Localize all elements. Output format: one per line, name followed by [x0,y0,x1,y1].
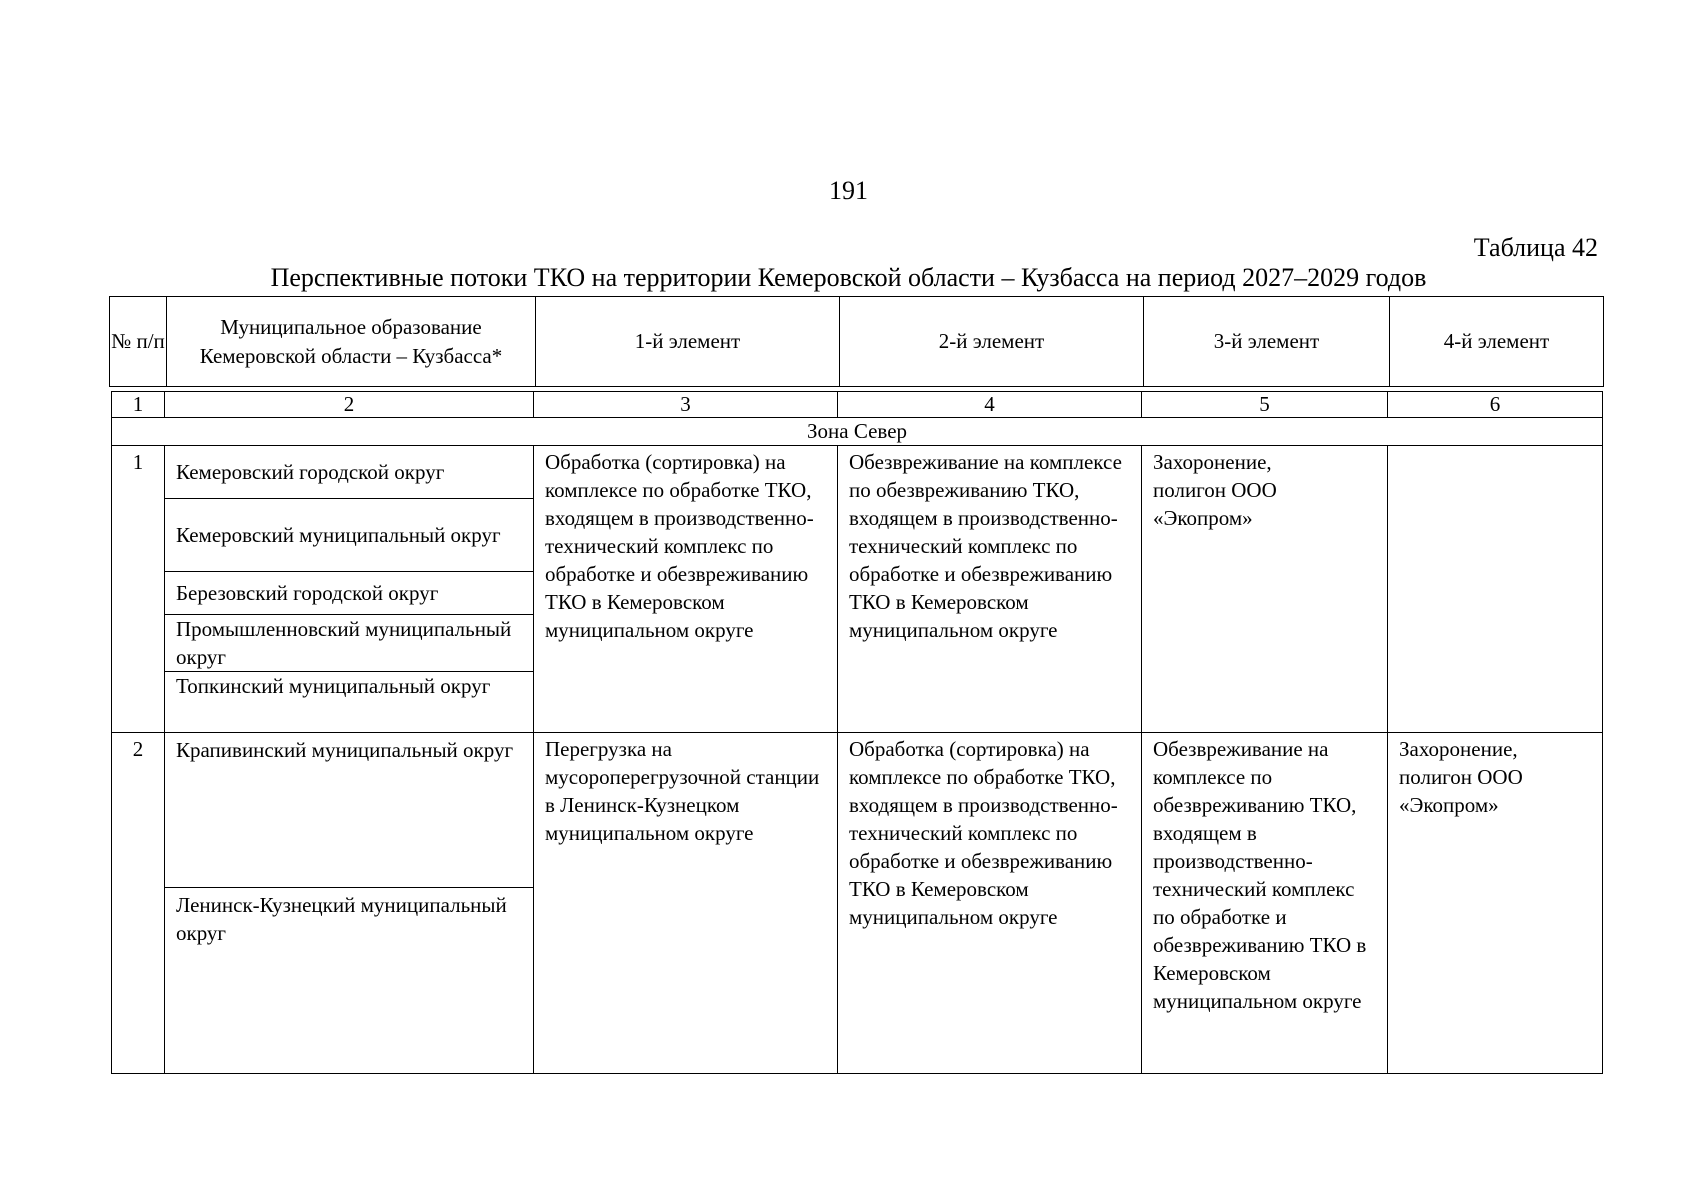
data-table [111,391,1603,1074]
header-element-2: 2-й элемент [840,297,1144,387]
zone-row [112,418,1603,446]
zone-label: Зона Север [112,418,1603,446]
municipality-cell [165,446,534,733]
element-1-cell: Обработка (сортировка) на комплексе по обработке ТКО, входящем в производственно-технический комплекс по обработке и обезвреживанию ТКО в Кемеровском муниципальном округе [534,446,838,733]
page-number: 191 [829,176,868,205]
table-row [112,446,1603,733]
municipality-name: Березовский городской округ [165,572,533,615]
municipality-name: Кемеровский городской округ [165,446,533,499]
element-4-cell [1388,446,1603,733]
table-label: Таблица 42 [1473,233,1598,262]
header-element-4: 4-й элемент [1390,297,1604,387]
header-element-1: 1-й элемент [536,297,840,387]
municipality-name: Ленинск-Кузнецкий муниципальный округ [176,892,507,945]
column-number: 2 [165,392,534,418]
element-1-cell: Перегрузка на мусороперегрузочной станции в Ленинск-Кузнецком муниципальном округе [534,732,838,1073]
table-title: Перспективные потоки ТКО на территории Кемеровской области – Кузбасса на период 2027–2029 годов [270,263,1427,292]
column-number: 6 [1388,392,1603,418]
element-3-cell: Обезвреживание на комплексе по обезвреживанию ТКО, входящем в производственно-технический комплекс по обработке и обезвреживанию ТКО в Кемеровском муниципальном округе [1142,732,1388,1073]
header-number: № п/п [110,297,167,387]
column-number: 3 [534,392,838,418]
row-number: 2 [112,732,165,1073]
municipality-cell [165,732,534,1073]
table-header [109,296,1604,387]
element-2-cell: Обработка (сортировка) на комплексе по обработке ТКО, входящем в производственно-технический комплекс по обработке и обезвреживанию ТКО в Кемеровском муниципальном округе [838,732,1142,1073]
municipality-name: Крапивинский муниципальный округ [165,733,533,888]
column-number: 1 [112,392,165,418]
municipality-name: Топкинский муниципальный округ [176,674,491,699]
column-number: 4 [838,392,1142,418]
element-4-cell: Захоронение, полигон ООО «Экопром» [1388,732,1603,1073]
column-number: 5 [1142,392,1388,418]
municipality-name: Промышленновский муниципальный округ [165,615,533,672]
element-3-cell: Захоронение, полигон ООО «Экопром» [1142,446,1388,733]
header-element-3: 3-й элемент [1144,297,1390,387]
row-number: 1 [112,446,165,733]
header-municipality: Муниципальное образование Кемеровской области – Кузбасса* [167,297,536,387]
municipality-name: Кемеровский муниципальный округ [165,499,533,572]
element-2-cell: Обезвреживание на комплексе по обезвреживанию ТКО, входящем в производственно-технический комплекс по обработке и обезвреживанию ТКО в Кемеровском муниципальном округе [838,446,1142,733]
column-number-row [112,392,1603,418]
table-row [112,732,1603,1073]
